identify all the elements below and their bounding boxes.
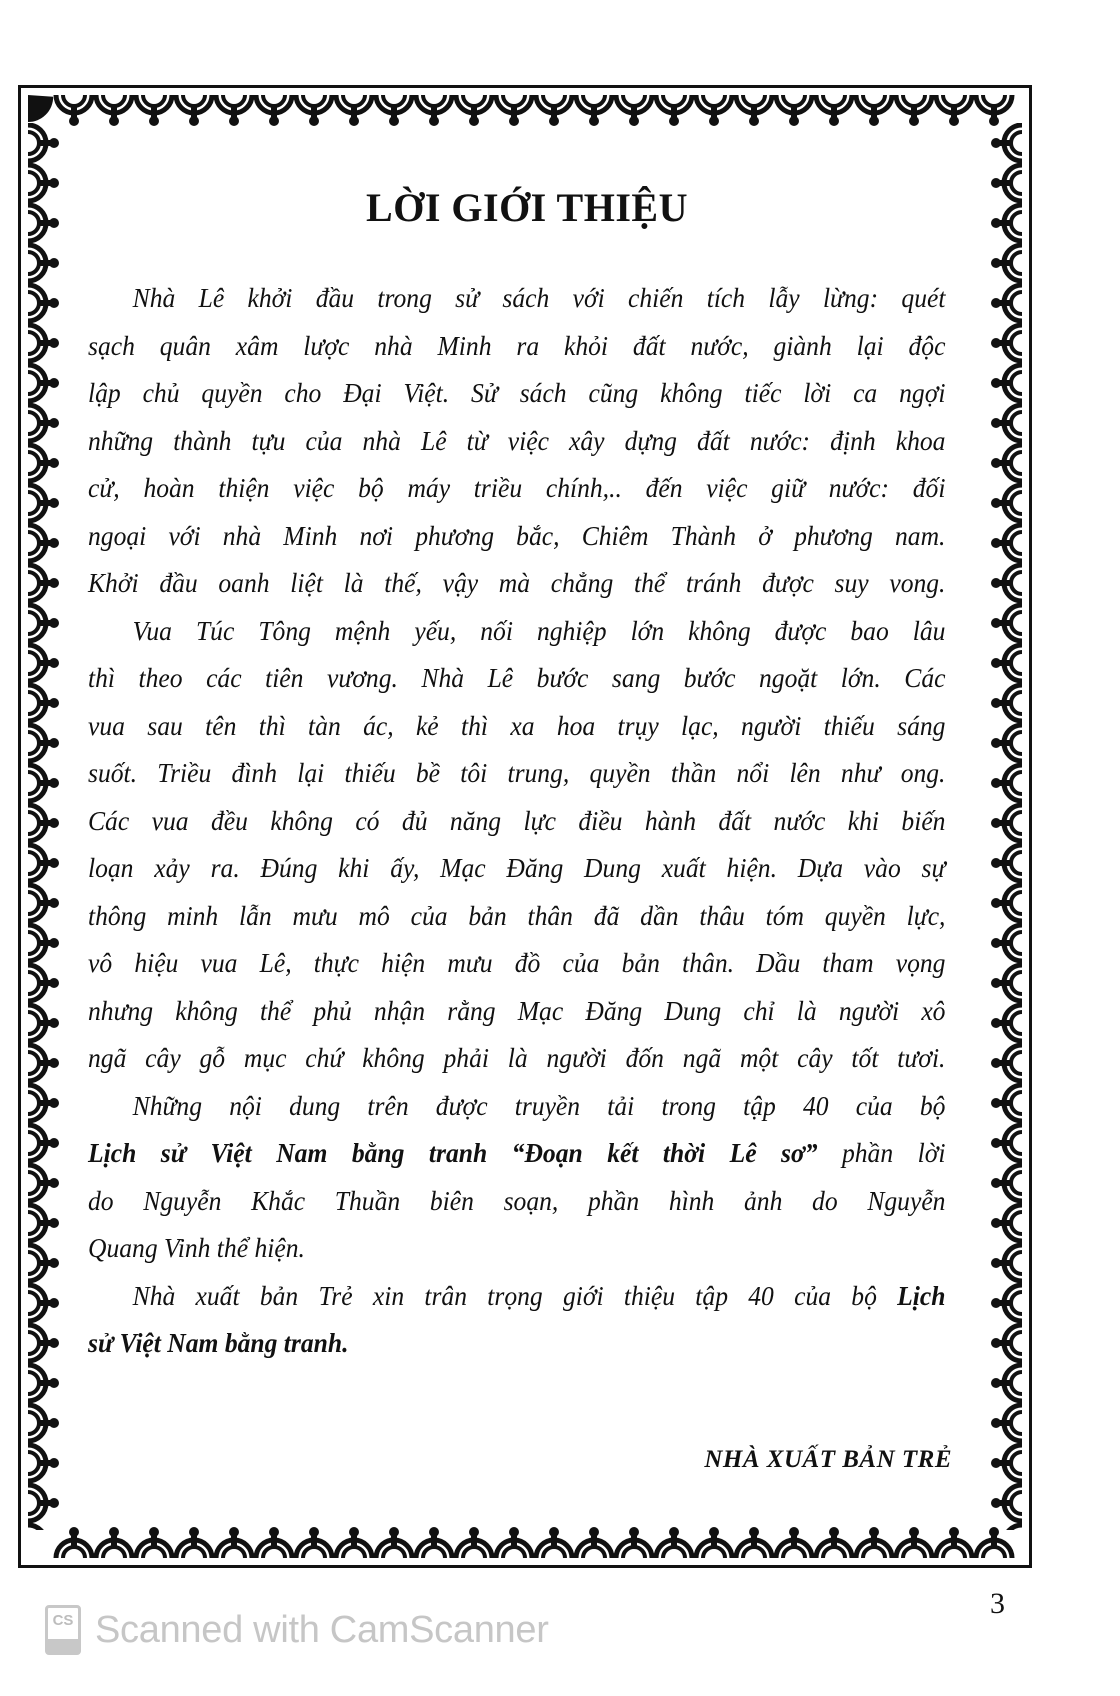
page-title: LỜI GIỚI THIỆU [366,185,688,230]
text-span: phần lời [817,1137,946,1168]
text-line: vua sau tên thì tàn ác, kẻ thì xa hoa trụy lạc, người thiếu sáng [88,709,946,741]
text-line: Quang Vinh thể hiện. [88,1232,305,1263]
text-line: thông minh lẫn mưu mô của bản thân đã dần thâu tóm quyền lực, [88,899,946,931]
border-ornament-right [988,123,1024,1530]
camscanner-watermark [45,1605,549,1655]
text-line: Các vua đều không có đủ năng lực điều hành đất nước khi biến [88,804,946,836]
text-line: thì theo các tiên vương. Nhà Lê bước sang bước ngoặt lớn. Các [88,662,946,693]
text-line: lập chủ quyền cho Đại Việt. Sử sách cũng không tiếc lời ca ngợi [88,377,946,408]
text-line: vô hiệu vua Lê, thực hiện mưu đồ của bản thân. Dầu tham vọng [88,947,946,978]
camscanner-logo-icon: CS [45,1605,81,1655]
document-body [88,180,946,1367]
text-line [88,1319,945,1367]
watermark-text: Scanned with CamScanner [95,1608,549,1651]
text-line: loạn xảy ra. Đúng khi ấy, Mạc Đăng Dung xuất hiện. Dựa vào sự [88,852,946,883]
text-line: Vua Túc Tông mệnh yếu, nối nghiệp lớn không được bao lâu [132,614,946,646]
border-ornament-top [26,93,1024,129]
book-series-title: sử Việt Nam bằng tranh. [88,1327,349,1358]
text-line: do Nguyễn Khắc Thuần biên soạn, phần hình ảnh do Nguyễn [88,1184,946,1216]
text-line: Nhà Lê khởi đầu trong sử sách với chiến tích lẫy lừng: quét [132,282,946,313]
text-line [88,1129,945,1177]
paragraph-4 [88,1272,946,1367]
text-line: suốt. Triều đình lại thiếu bề tôi trung, quyền thần nổi lên như ong. [88,757,946,788]
paragraph-1 [88,274,946,607]
border-ornament-bottom [26,1524,1024,1560]
text-line: sạch quân xâm lược nhà Minh ra khỏi đất nước, giành lại độc [88,329,946,361]
text-line [88,1272,945,1320]
text-line: Khởi đầu oanh liệt là thế, vậy mà chẳng thể tránh được suy vong. [88,567,946,598]
book-series-title: Lịch [897,1279,946,1311]
publisher-signature: NHÀ XUẤT BẢN TRẺ [704,1446,952,1473]
text-line: ngã cây gỗ mục chứ không phải là người đốn ngã một cây tốt tươi. [88,1042,946,1073]
text-span: Nhà xuất bản Trẻ xin trân trọng giới thiệu tập 40 của bộ [132,1279,898,1311]
book-series-title: Lịch sử Việt Nam bằng tranh “Đoạn kết thời Lê sơ” [88,1137,818,1168]
paragraph-3 [88,1082,946,1272]
border-ornament-left [26,123,62,1530]
paragraph-2 [88,607,946,1082]
text-line: cử, hoàn thiện việc bộ máy triều chính,.. đến việc giữ nước: đối [88,472,946,503]
page-number: 3 [990,1587,1005,1620]
text-line: nhưng không thể phủ nhận rằng Mạc Đăng Dung chỉ là người xô [88,994,946,1026]
text-line: những thành tựu của nhà Lê từ việc xây dựng đất nước: định khoa [88,424,946,456]
text-line: ngoại với nhà Minh nơi phương bắc, Chiêm Thành ở phương nam. [88,519,946,551]
text-line: Những nội dung trên được truyền tải trong tập 40 của bộ [132,1089,946,1121]
